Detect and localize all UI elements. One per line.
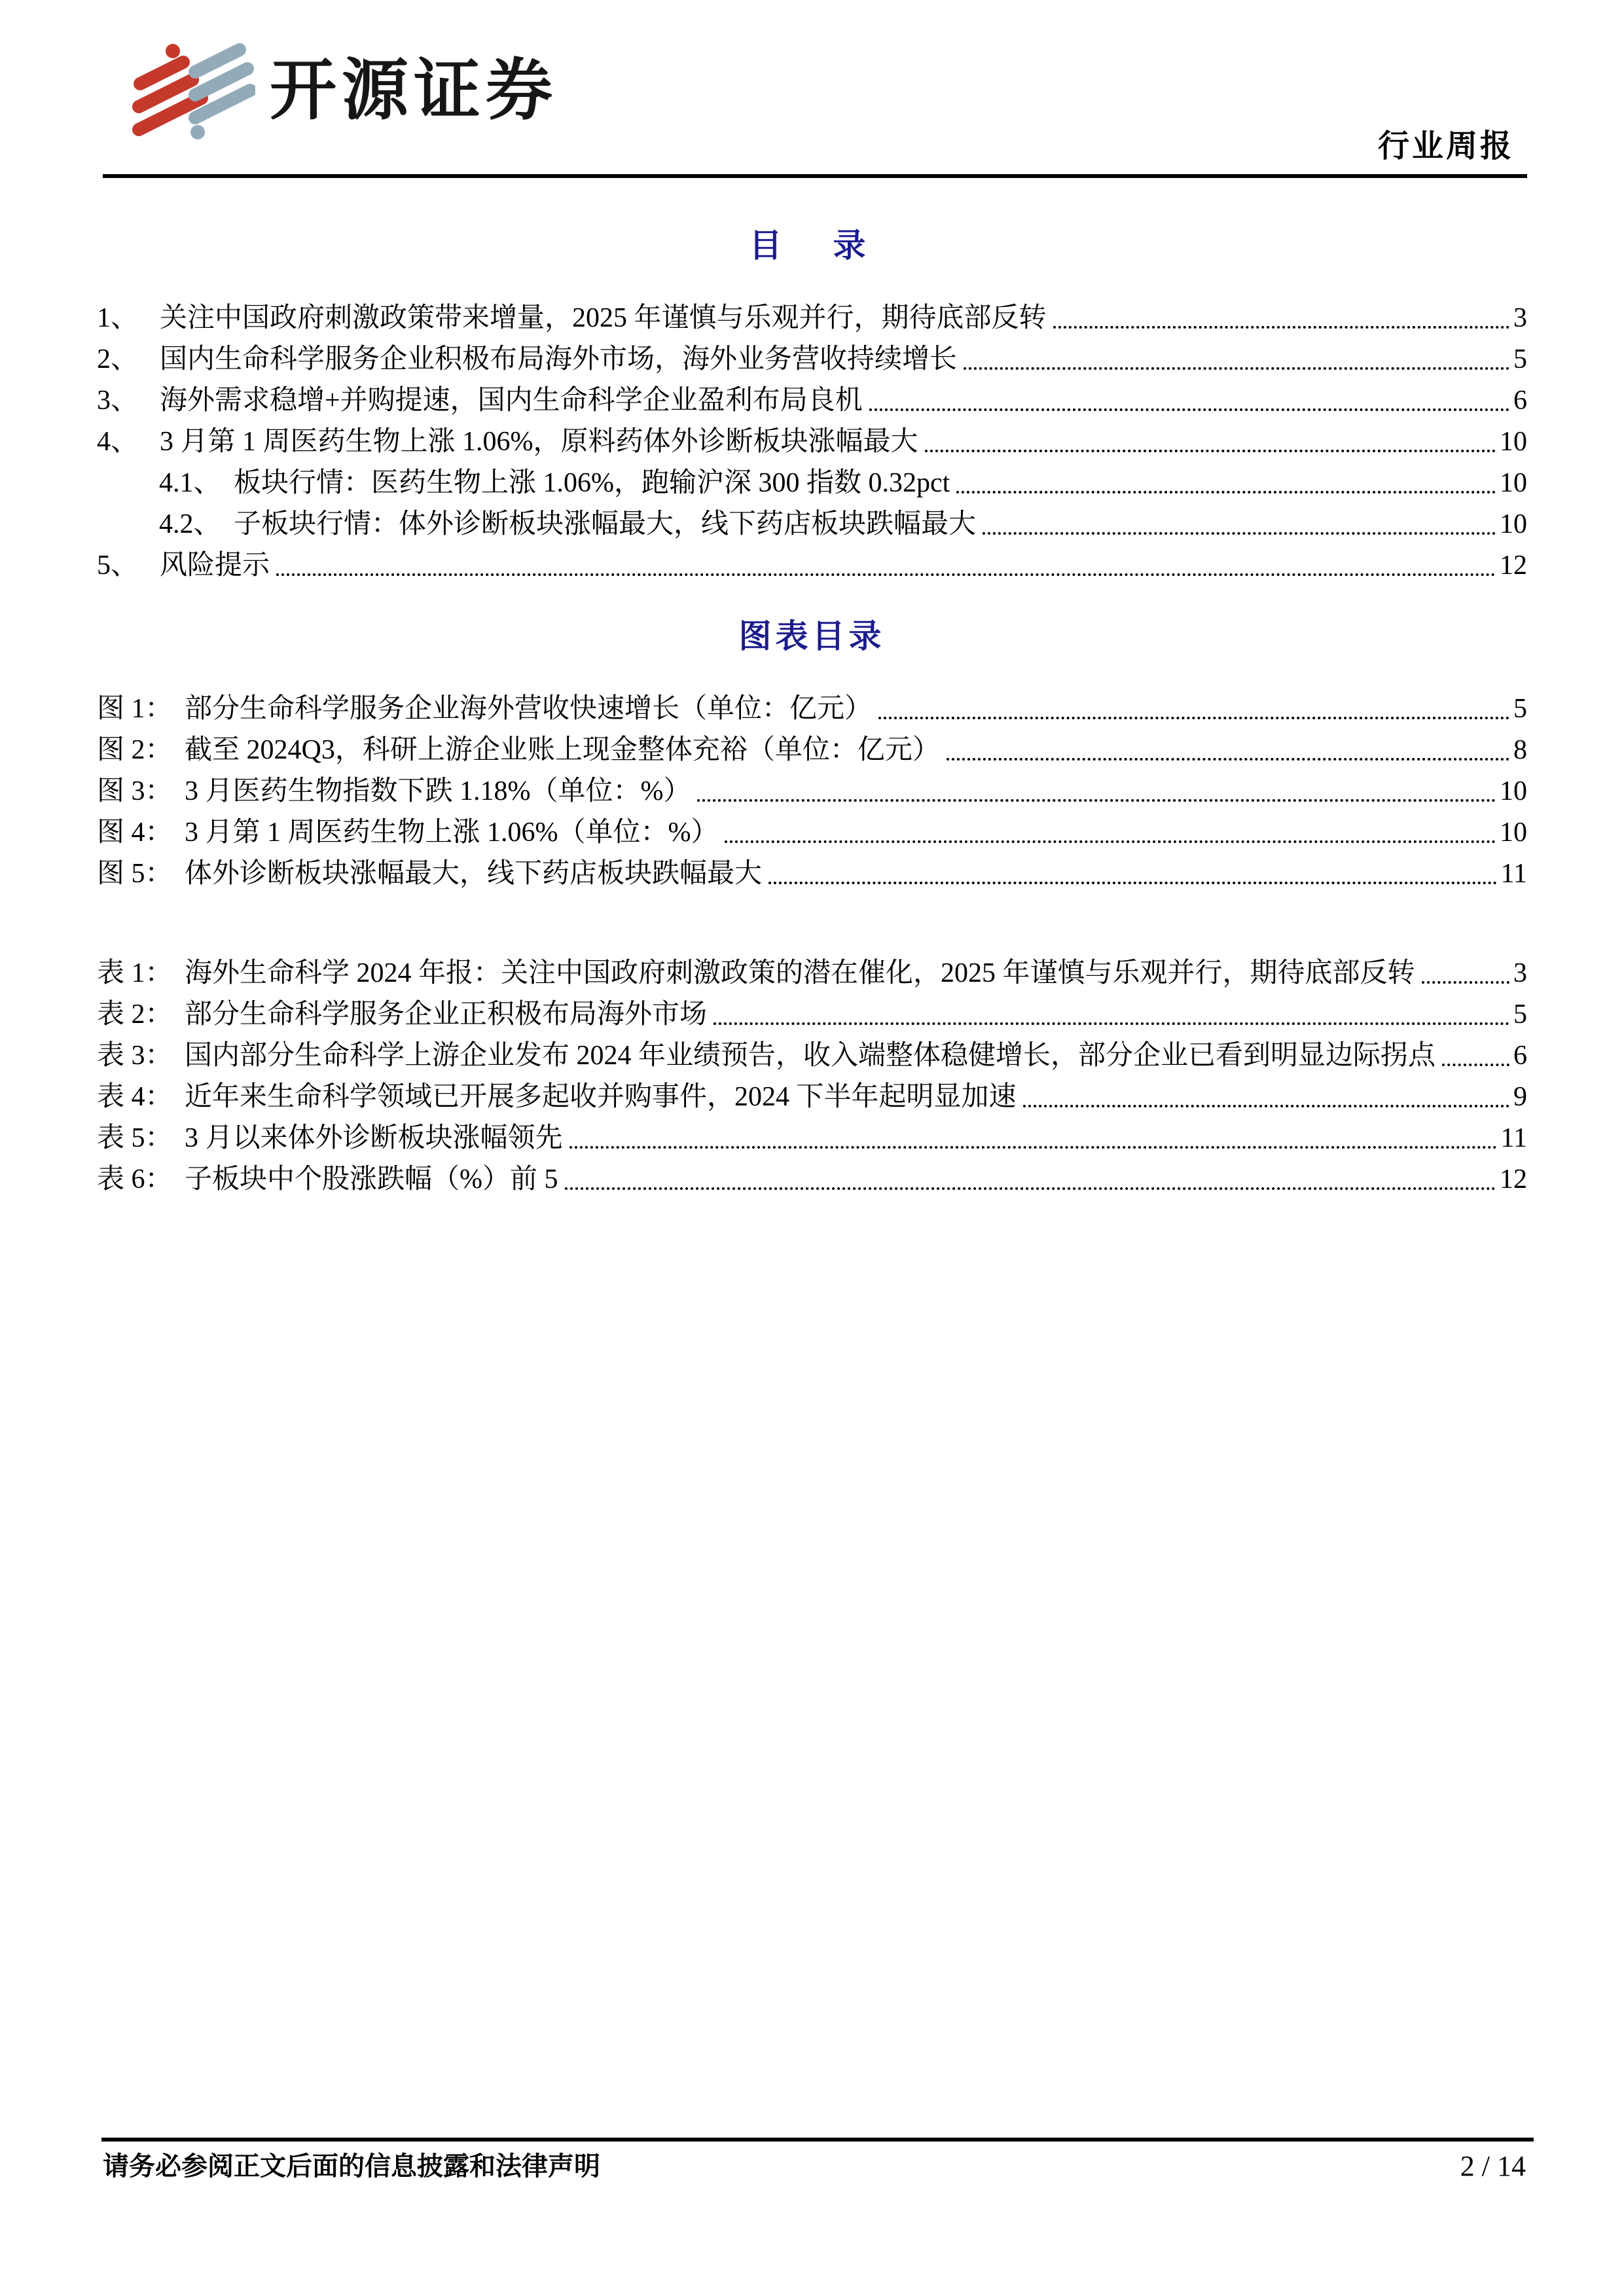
toc-entry-page: 10	[1500, 468, 1527, 498]
table-entry[interactable]	[97, 1163, 1527, 1196]
table-entry-title: 海外生命科学 2024 年报：关注中国政府刺激政策的潜在催化，2025 年谨慎与乐观并行，期待底部反转	[185, 958, 1415, 988]
dot-leader	[1023, 1105, 1509, 1107]
dot-leader	[964, 367, 1509, 370]
figure-entry-number: 图 5：	[97, 859, 173, 889]
toc-entry-title: 板块行情：医药生物上涨 1.06%，跑输沪深 300 指数 0.32pct	[234, 468, 950, 498]
toc-subentry[interactable]	[97, 467, 1527, 499]
figure-entry-number: 图 4：	[97, 817, 173, 848]
dot-leader	[947, 758, 1509, 761]
figure-entry-title: 部分生命科学服务企业海外营收快速增长（单位：亿元）	[185, 694, 873, 724]
toc-entry-number: 4.2、	[159, 509, 221, 539]
toc-entry-number: 5、	[97, 550, 139, 581]
toc-entry-number: 2、	[97, 344, 139, 374]
table-entry-number: 表 6：	[97, 1164, 173, 1194]
table-entry-number: 表 4：	[97, 1082, 173, 1112]
figure-entry[interactable]	[97, 857, 1527, 890]
toc-entry-number: 3、	[97, 386, 139, 416]
toc-subentry[interactable]	[97, 508, 1527, 541]
table-entry[interactable]	[97, 998, 1527, 1031]
toc-entry-page: 10	[1500, 427, 1527, 457]
table-entry-number: 表 2：	[97, 999, 173, 1030]
dot-leader	[878, 717, 1509, 719]
figure-entry[interactable]	[97, 692, 1527, 725]
table-entry-title: 部分生命科学服务企业正积极布局海外市场	[185, 999, 708, 1030]
dot-leader	[713, 1022, 1509, 1025]
figure-list	[97, 692, 1527, 890]
dot-leader	[725, 840, 1496, 843]
table-entry-number: 表 3：	[97, 1041, 173, 1071]
toc-entry[interactable]	[97, 302, 1527, 334]
dot-leader	[1053, 326, 1509, 329]
figure-entry-page: 5	[1513, 694, 1527, 724]
table-entry[interactable]	[97, 1039, 1527, 1072]
toc-entry-number: 4、	[97, 427, 139, 457]
report-type-label: 行业周报	[1377, 129, 1514, 164]
table-entry[interactable]	[97, 1122, 1527, 1155]
toc-entry-title: 风险提示	[160, 550, 270, 581]
table-entry-title: 国内部分生命科学上游企业发布 2024 年业绩预告，收入端整体稳健增长，部分企业已看到明显边际拐点	[185, 1041, 1436, 1071]
table-entry-title: 子板块中个股涨跌幅（%）前 5	[185, 1164, 558, 1194]
figure-entry-page: 10	[1500, 817, 1527, 848]
dot-leader	[1422, 981, 1509, 984]
figure-entry-number: 图 1：	[97, 694, 173, 724]
table-entry[interactable]	[97, 957, 1527, 990]
dot-leader	[276, 573, 1496, 576]
table-entry-page: 6	[1513, 1041, 1527, 1071]
toc-entry-title: 关注中国政府刺激政策带来增量，2025 年谨慎与乐观并行，期待底部反转	[160, 303, 1047, 333]
dot-leader	[925, 450, 1496, 452]
figure-entry-title: 体外诊断板块涨幅最大，线下药店板块跌幅最大	[185, 859, 763, 889]
dot-leader	[569, 1146, 1497, 1149]
brand-logo	[130, 41, 558, 140]
table-entry-title: 近年来生命科学领域已开展多起收并购事件，2024 下半年起明显加速	[185, 1082, 1017, 1112]
toc-entry-title: 子板块行情：体外诊断板块涨幅最大，线下药店板块跌幅最大	[234, 509, 977, 539]
toc-entry-title: 3 月第 1 周医药生物上涨 1.06%，原料药体外诊断板块涨幅最大	[160, 427, 918, 457]
page-number: 2 / 14	[1460, 2150, 1526, 2182]
table-list	[97, 957, 1527, 1196]
toc-entry-number: 4.1、	[159, 468, 221, 498]
figure-toc-title: 图表目录	[738, 618, 886, 655]
figure-entry-number: 图 3：	[97, 776, 173, 806]
figure-entry[interactable]	[97, 816, 1527, 849]
toc-page-content	[97, 228, 1527, 1204]
figure-entry-page: 10	[1500, 776, 1527, 806]
figure-entry[interactable]	[97, 734, 1527, 766]
table-entry-page: 5	[1513, 999, 1527, 1030]
toc-entry[interactable]	[97, 549, 1527, 582]
table-entry-number: 表 1：	[97, 958, 173, 988]
toc-entry-number: 1、	[97, 303, 139, 333]
table-entry-page: 9	[1513, 1082, 1527, 1112]
dot-leader	[1442, 1064, 1509, 1066]
figure-entry-title: 截至 2024Q3，科研上游企业账上现金整体充裕（单位：亿元）	[185, 735, 940, 765]
toc-entry-page: 3	[1513, 303, 1527, 333]
figure-entry[interactable]	[97, 775, 1527, 808]
dot-leader	[768, 882, 1497, 884]
table-entry-number: 表 5：	[97, 1123, 173, 1153]
footer-disclaimer: 请务必参阅正文后面的信息披露和法律声明	[103, 2151, 600, 2181]
table-entry-page: 12	[1500, 1164, 1527, 1194]
toc-title: 目 录	[749, 227, 875, 264]
toc-entry-page: 5	[1513, 344, 1527, 374]
dot-leader	[565, 1187, 1496, 1190]
figure-entry-page: 11	[1500, 859, 1527, 889]
table-entry[interactable]	[97, 1081, 1527, 1113]
header-divider	[103, 174, 1527, 178]
table-entry-page: 3	[1513, 958, 1527, 988]
dot-leader	[869, 408, 1509, 411]
figure-entry-page: 8	[1513, 735, 1527, 765]
dot-leader	[956, 491, 1496, 493]
toc-entry[interactable]	[97, 425, 1527, 458]
toc-entry-page: 10	[1500, 509, 1527, 539]
toc-entry-page: 12	[1500, 550, 1527, 581]
toc-entry-title: 国内生命科学服务企业积极布局海外市场，海外业务营收持续增长	[160, 344, 958, 374]
toc-entry-page: 6	[1513, 386, 1527, 416]
brand-logo-text: 开源证券	[270, 53, 558, 128]
figure-entry-title: 3 月医药生物指数下跌 1.18%（单位：%）	[185, 776, 691, 806]
dot-leader	[697, 799, 1496, 802]
kaiyuan-logo-icon	[130, 41, 255, 140]
table-entry-title: 3 月以来体外诊断板块涨幅领先	[185, 1123, 563, 1153]
toc-entry[interactable]	[97, 384, 1527, 417]
dot-leader	[983, 532, 1496, 535]
toc-entry-title: 海外需求稳增+并购提速，国内生命科学企业盈利布局良机	[160, 386, 863, 416]
footer-divider	[101, 2138, 1534, 2142]
toc-entry[interactable]	[97, 343, 1527, 376]
figure-entry-title: 3 月第 1 周医药生物上涨 1.06%（单位：%）	[185, 817, 719, 848]
figure-entry-number: 图 2：	[97, 735, 173, 765]
table-entry-page: 11	[1500, 1123, 1527, 1153]
